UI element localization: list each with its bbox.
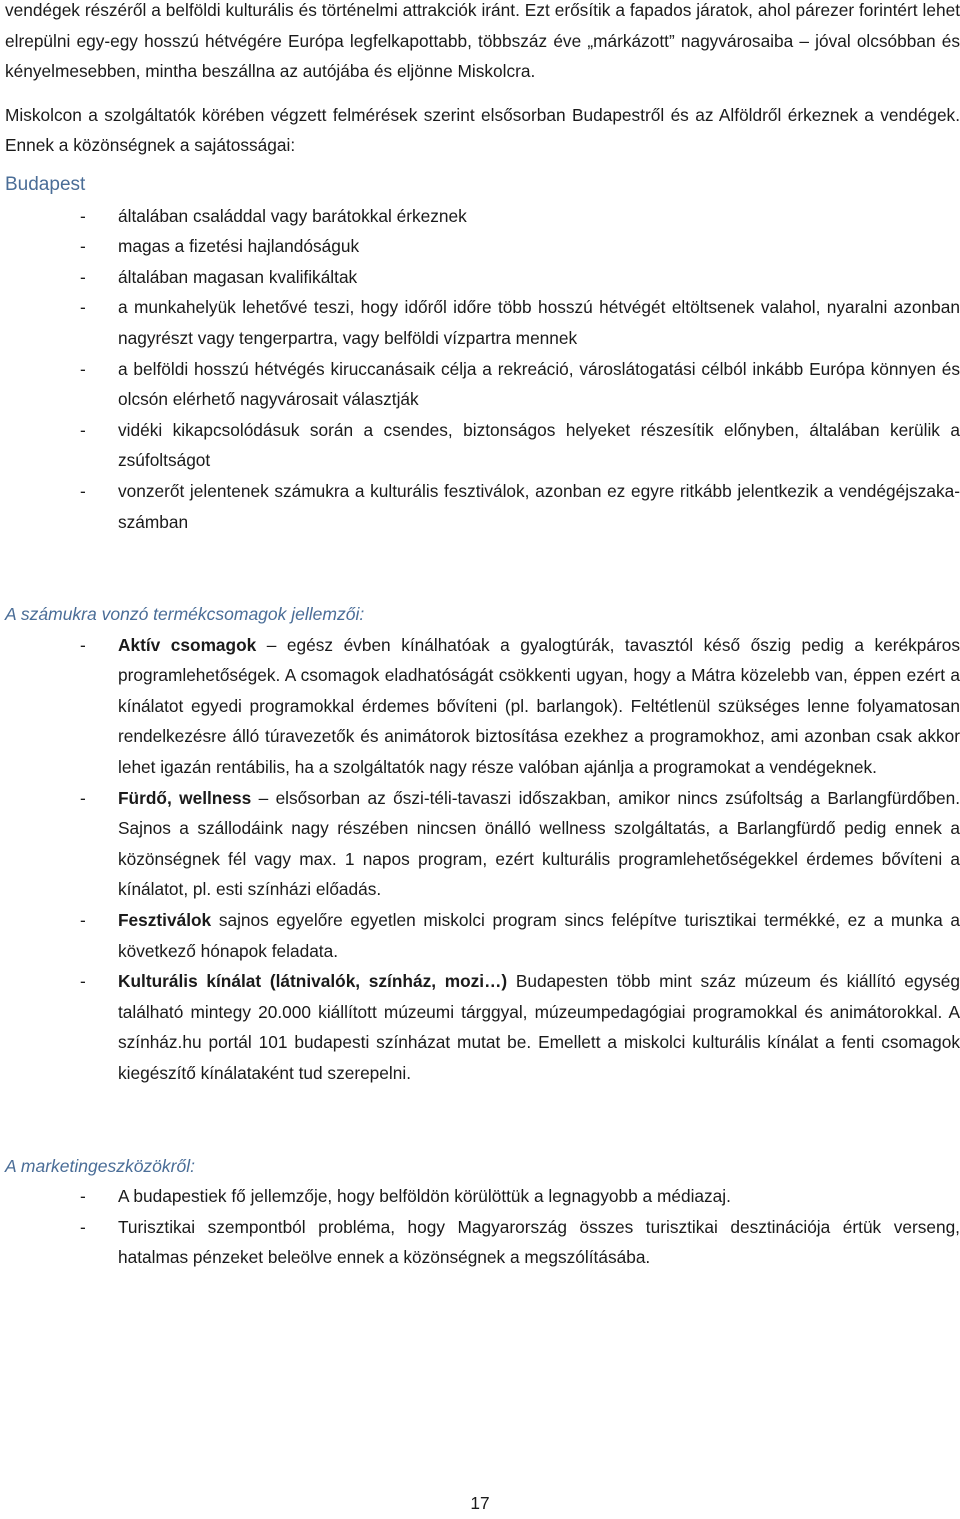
list-dash: - [80, 910, 86, 931]
page-number: 17 [470, 1493, 490, 1513]
package-title: Fürdő, wellness [118, 787, 252, 808]
list-item-text: Turisztikai szempontból probléma, hogy Magyarország összes turisztikai desztinációja értük verseng, hatalmas pénzeket beleölve ennek a közönségnek a megszólításába. [118, 1216, 960, 1268]
list-item [5, 201, 960, 232]
package-title: Kulturális kínálat (látnivalók, színház, mozi…) [118, 971, 508, 992]
list-item [5, 262, 960, 293]
package-item-culture [5, 966, 960, 1088]
list-item-text: általában családdal vagy barátokkal érkeznek [118, 205, 467, 226]
list-dash: - [80, 236, 86, 257]
list-item [5, 415, 960, 476]
package-title: Aktív csomagok [118, 634, 257, 655]
list-item-text: vidéki kikapcsolódásuk során a csendes, biztonságos helyeket részesítik előnyben, általában kerülik a zsúfoltságot [118, 419, 960, 471]
intro-paragraph: vendégek részéről a belföldi kulturális és történelmi attrakciók iránt. Ezt erősítik a fapados járatok, ahol párezer forintért lehet elrepülni egy-egy hosszú hétvégére Európa legfelkapottabb, többszáz éve „márkázott” nagyvárosaiba – jóval olcsóbban és kényelmesebben, mintha beszállna az autójába és eljönne Miskolcra. [5, 0, 960, 82]
package-title: Fesztiválok [118, 910, 212, 931]
survey-paragraph: Miskolcon a szolgáltatók körében végzett felmérések szerint elsősorban Budapestről és az Alföldről érkeznek a vendégek. Ennek a közönségnek a sajátosságai: [5, 104, 960, 156]
package-description: Budapesten több mint száz múzeum és kiállító egység található mintegy 20.000 kiállított múzeumi tárggyal, múzeumpedagógiai programokkal és animátorokkal. A színház.hu portál 101 budapesti színházat mutat be. Emellett a miskolci kulturális kínálat a fenti csomagok kiegészítő kínálataként tud szerepelni. [118, 971, 960, 1083]
list-dash: - [80, 480, 86, 501]
package-description: sajnos egyelőre egyetlen miskolci program sincs felépítve turisztikai termékké, ez a munka a következő hónapok feladata. [118, 910, 960, 961]
budapest-list [5, 201, 960, 538]
list-item [5, 292, 960, 353]
packages-list [5, 630, 960, 1089]
marketing-heading: A marketingeszközökről: [5, 1155, 195, 1176]
list-dash: - [80, 787, 86, 808]
list-item [5, 1181, 960, 1212]
document-page [5, 0, 960, 1273]
list-dash: - [80, 358, 86, 379]
list-dash: - [80, 205, 86, 226]
list-item [5, 1212, 960, 1273]
list-item-text: a munkahelyük lehetővé teszi, hogy időről időre több hosszú hétvégét eltöltsenek valahol, nyaralni azonban nagyrészt vagy tengerpartra, vagy belföldi vízpartra mennek [118, 297, 960, 348]
package-description: – elsősorban az őszi-téli-tavaszi időszakban, amikor nincs zsúfoltság a Barlangfürdőben. Sajnos a szállodáink nagy részében nincsen önálló wellness szolgáltatás, a Barlangfürdő pedig ennek a közönségnek fél vagy max. 1 napos program, ezért kulturális programlehetőségekkel érdemes bővíteni a kínálatot, pl. esti színházi előadás. [118, 787, 960, 900]
packages-heading: A számukra vonzó termékcsomagok jellemzői: [5, 604, 365, 625]
list-item [5, 231, 960, 262]
list-dash: - [80, 297, 86, 318]
list-dash: - [80, 419, 86, 440]
list-item-text: A budapestiek fő jellemzője, hogy belföldön körülöttük a legnagyobb a médiazaj. [118, 1186, 731, 1207]
list-item-text: magas a fizetési hajlandóságuk [118, 236, 360, 257]
budapest-heading: Budapest [5, 173, 86, 195]
list-dash: - [80, 266, 86, 287]
package-item-spa [5, 783, 960, 905]
list-item-text: a belföldi hosszú hétvégés kiruccanásaik célja a rekreáció, városlátogatási célból inkább Európa könnyen és olcsón elérhető nagyvárosait választják [118, 358, 960, 410]
package-description: – egész évben kínálhatóak a gyalogtúrák, tavasztól késő őszig pedig a kerékpáros programlehetőségek. A csomagok eladhatóságát csökkenti ugyan, hogy a Mátra közelebb van, éppen ezért a kínálatot egyedi programokkal érdemes bővíteni (pl. barlangok). Feltétlenül szükséges lenne folyamatosan rendelkezésre álló túravezetők és animátorok biztosítása ezekhez a programokhoz, ami azonban csak akkor lehet igazán rentábilis, ha a szolgáltatók nagy része valóban ajánlja a programokat a vendégeknek. [118, 634, 960, 778]
list-dash: - [80, 634, 86, 655]
package-item-active [5, 630, 960, 783]
list-item [5, 476, 960, 537]
list-dash: - [80, 1216, 86, 1237]
list-item [5, 354, 960, 415]
package-item-festivals [5, 905, 960, 966]
list-dash: - [80, 1186, 86, 1207]
list-item-text: általában magasan kvalifikáltak [118, 266, 358, 287]
list-dash: - [80, 971, 86, 992]
marketing-list [5, 1181, 960, 1273]
list-item-text: vonzerőt jelentenek számukra a kulturális fesztiválok, azonban ez egyre ritkább jelentkezik a vendégéjszaka-számban [118, 480, 960, 532]
